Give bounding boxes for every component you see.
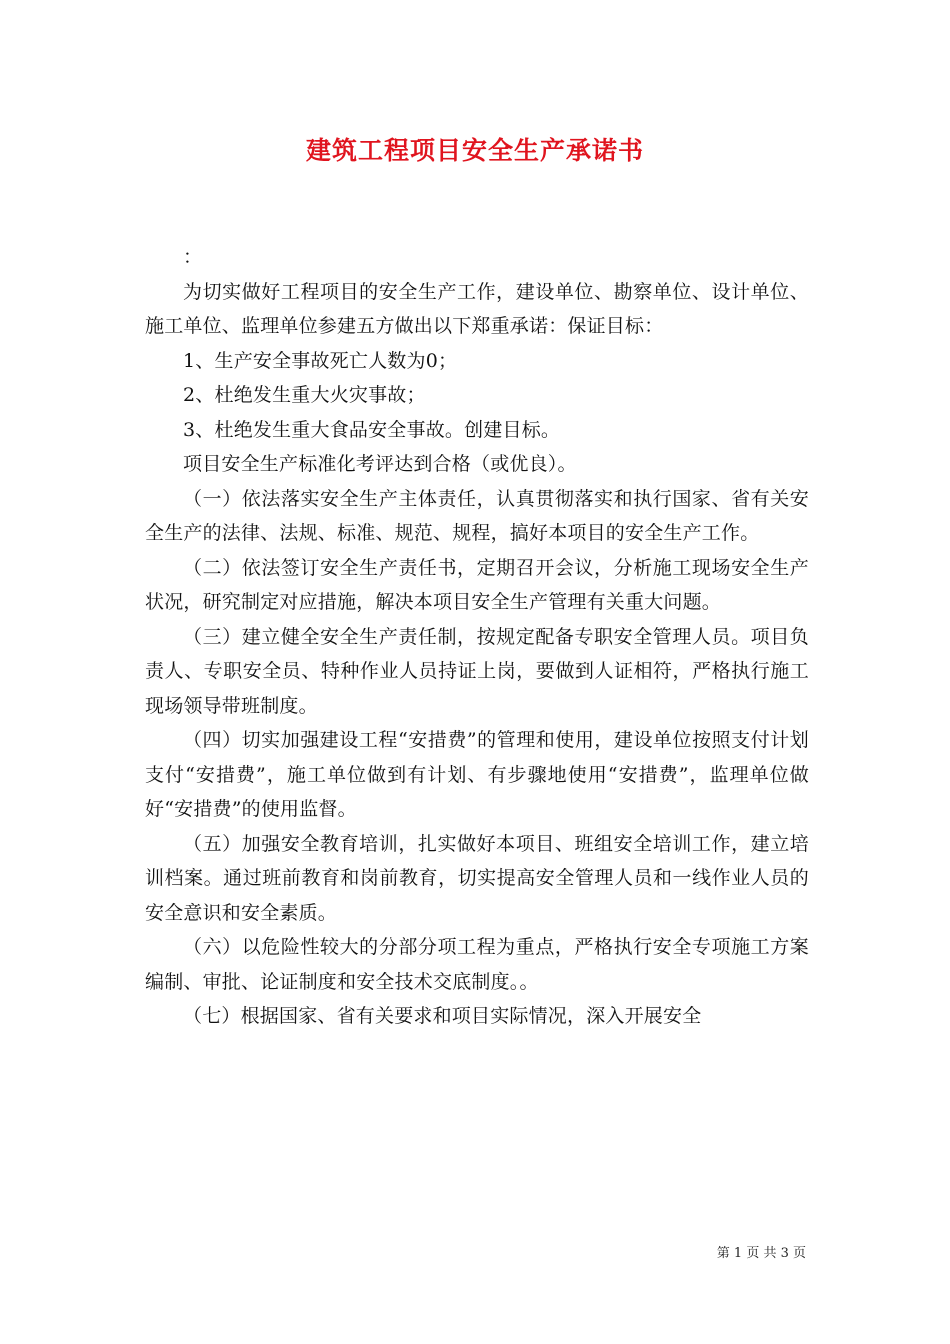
paragraph: （五）加强安全教育培训，扎实做好本项目、班组安全培训工作，建立培训档案。通过班前教育和岗前教育，切实提高安全管理人员和一线作业人员的安全意识和安全素质。	[145, 832, 809, 924]
paragraph: （六）以危险性较大的分部分项工程为重点，严格执行安全专项施工方案编制、审批、论证制度和安全技术交底制度。。	[145, 936, 809, 993]
paragraph: 项目安全生产标准化考评达到合格（或优良）。	[183, 453, 577, 475]
paragraph: （三）建立健全安全生产责任制，按规定配备专职安全管理人员。项目负责人、专职安全员、特种作业人员持证上岗，要做到人证相符，严格执行施工现场领导带班制度。	[145, 625, 809, 717]
page-number: 第 1 页 共 3 页	[716, 1246, 806, 1261]
paragraph: （四）切实加强建设工程“安措费”的管理和使用，建设单位按照支付计划支付“安措费”，施工单位做到有计划、有步骤地使用“安措费”，监理单位做好“安措费”的使用监督。	[145, 729, 809, 820]
paragraph: 2、杜绝发生重大火灾事故；	[183, 384, 426, 406]
document-title: 建筑工程项目安全生产承诺书	[305, 136, 644, 165]
paragraph: 3、杜绝发生重大食品安全事故。创建目标。	[183, 418, 561, 441]
document-body	[145, 240, 809, 1034]
salutation: ：	[183, 246, 203, 268]
paragraph: （二）依法签订安全生产责任书，定期召开会议，分析施工现场安全生产状况，研究制定对应措施，解决本项目安全生产管理有关重大问题。	[145, 556, 809, 613]
paragraph: 为切实做好工程项目的安全生产工作，建设单位、勘察单位、设计单位、施工单位、监理单位参建五方做出以下郑重承诺：保证目标：	[145, 280, 809, 337]
paragraph: 1、生产安全事故死亡人数为0；	[183, 349, 458, 372]
paragraph: （七）根据国家、省有关要求和项目实际情况，深入开展安全	[183, 1005, 702, 1027]
paragraph: （一）依法落实安全生产主体责任，认真贯彻落实和执行国家、省有关安全生产的法律、法规、标准、规范、规程，搞好本项目的安全生产工作。	[145, 487, 809, 544]
